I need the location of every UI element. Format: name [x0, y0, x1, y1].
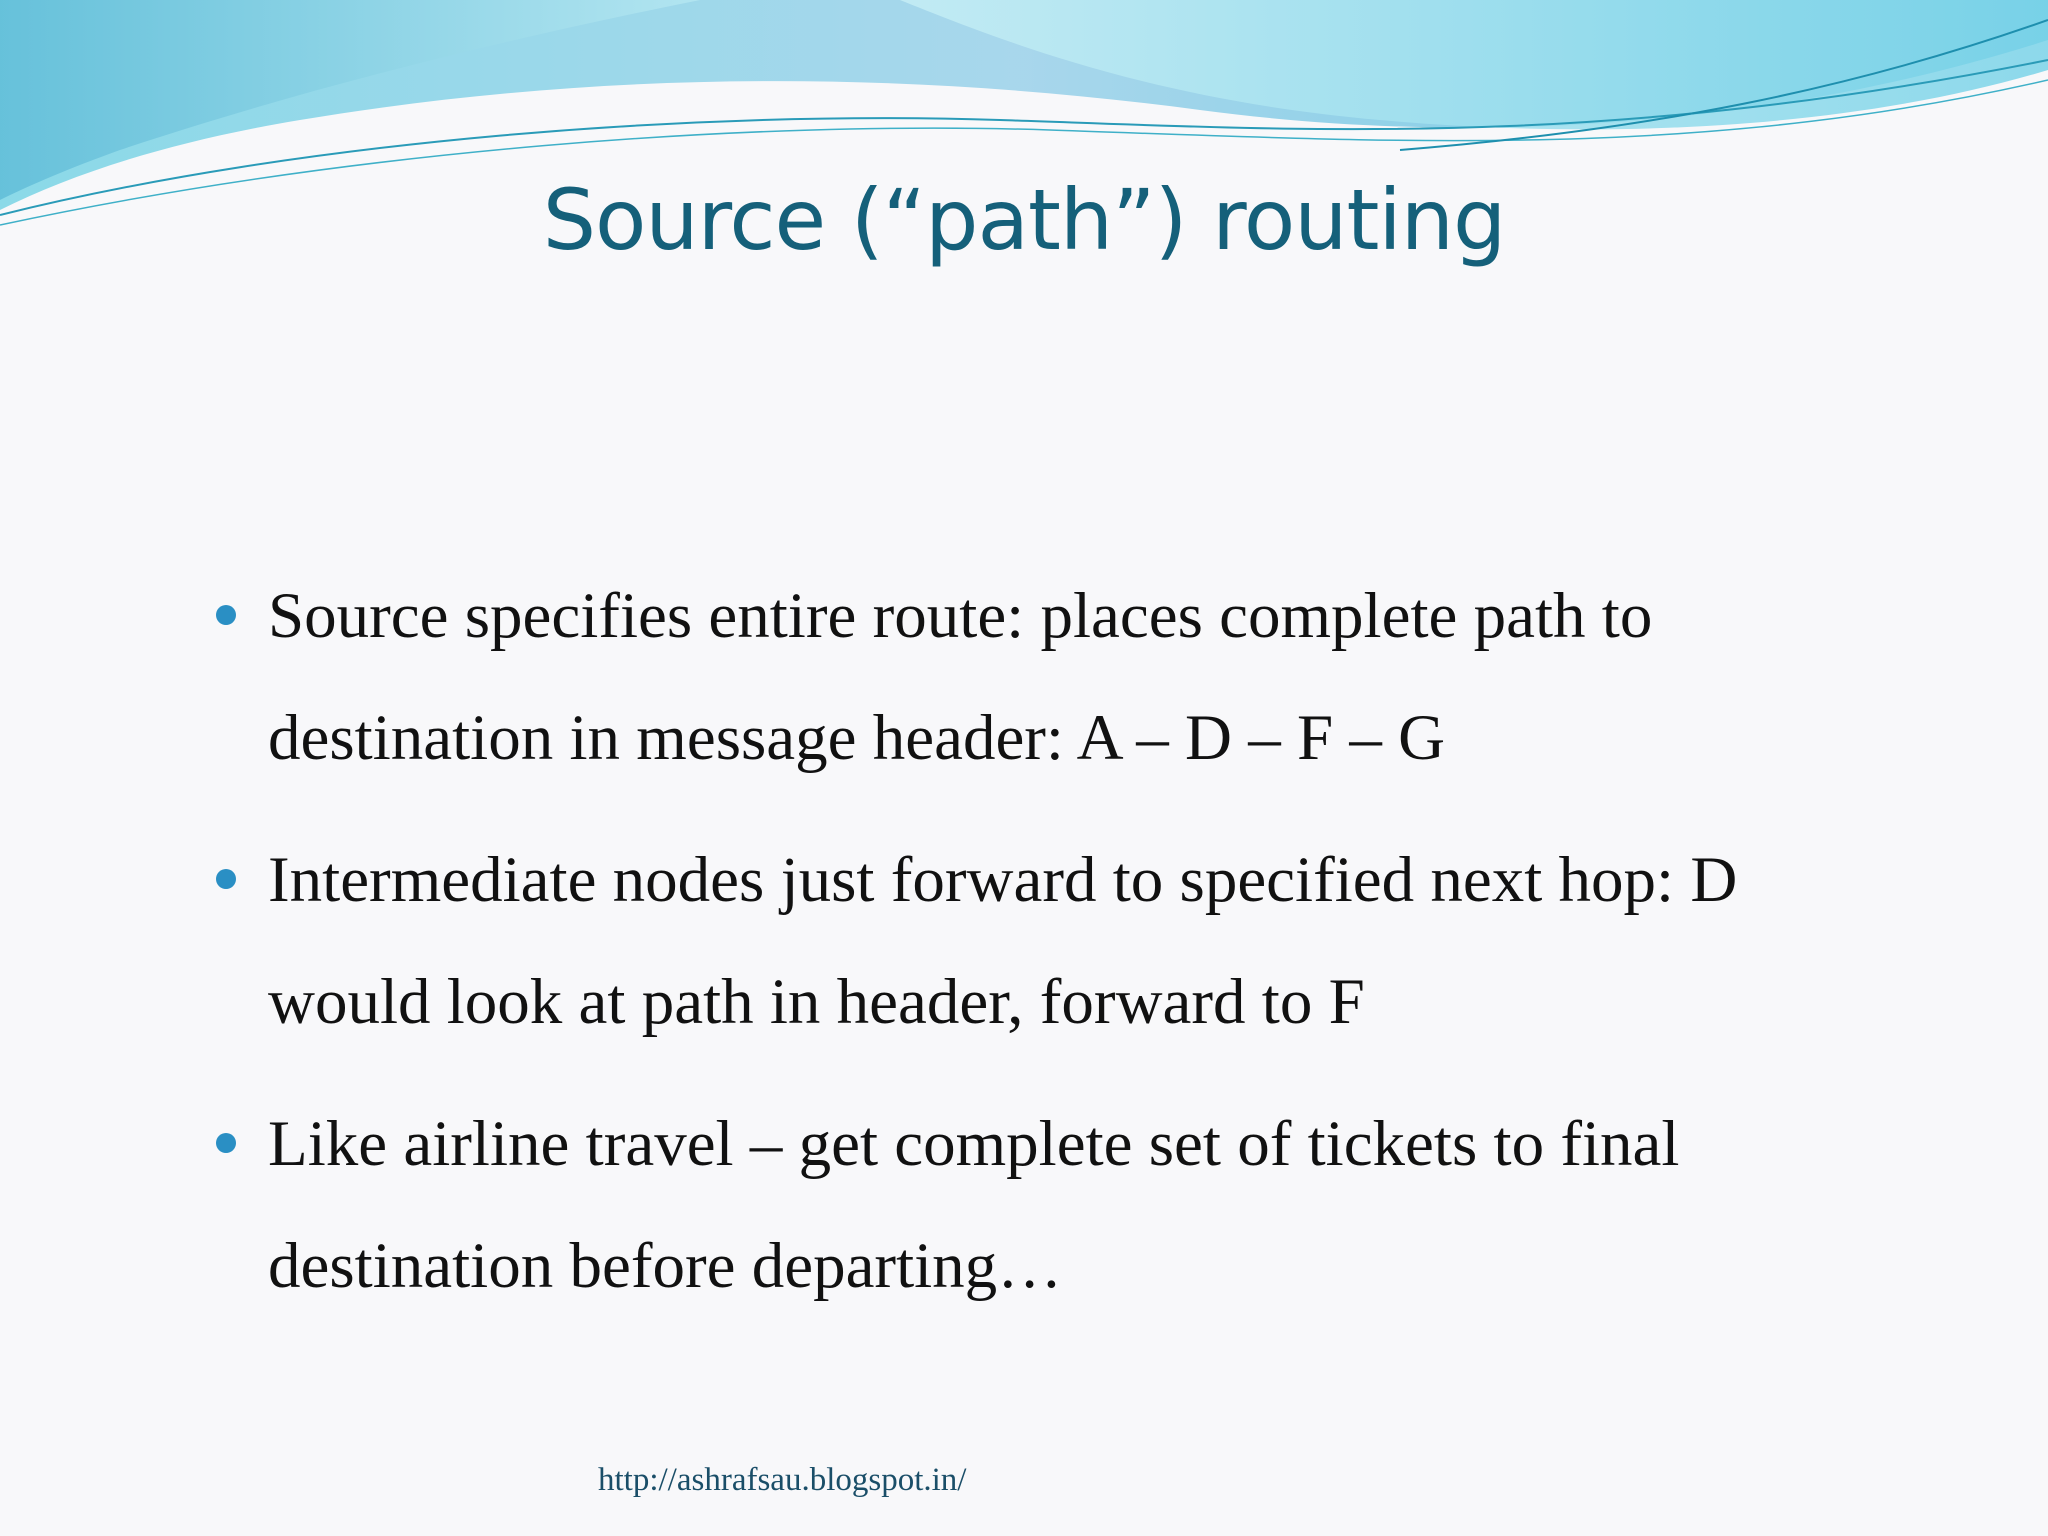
bullet-text: Intermediate nodes just forward to specified next hop: D would look at path in header, forward to F	[268, 844, 1738, 1038]
bullet-item	[210, 819, 1890, 1063]
bullet-dot-icon	[216, 605, 236, 625]
footer-url[interactable]: http://ashrafsau.blogspot.in/	[598, 1462, 967, 1498]
bullet-text: Like airline travel – get complete set of tickets to final destination before departing…	[268, 1108, 1680, 1302]
bullet-dot-icon	[216, 869, 236, 889]
bullet-text: Source specifies entire route: places complete path to destination in message header: A – D – F – G	[268, 580, 1653, 774]
bullet-dot-icon	[216, 1133, 236, 1153]
slide-title: Source (“path”) routing	[542, 171, 1506, 269]
bullet-item	[210, 555, 1890, 799]
bullet-item	[210, 1083, 1890, 1327]
bullet-list	[210, 555, 1890, 1347]
